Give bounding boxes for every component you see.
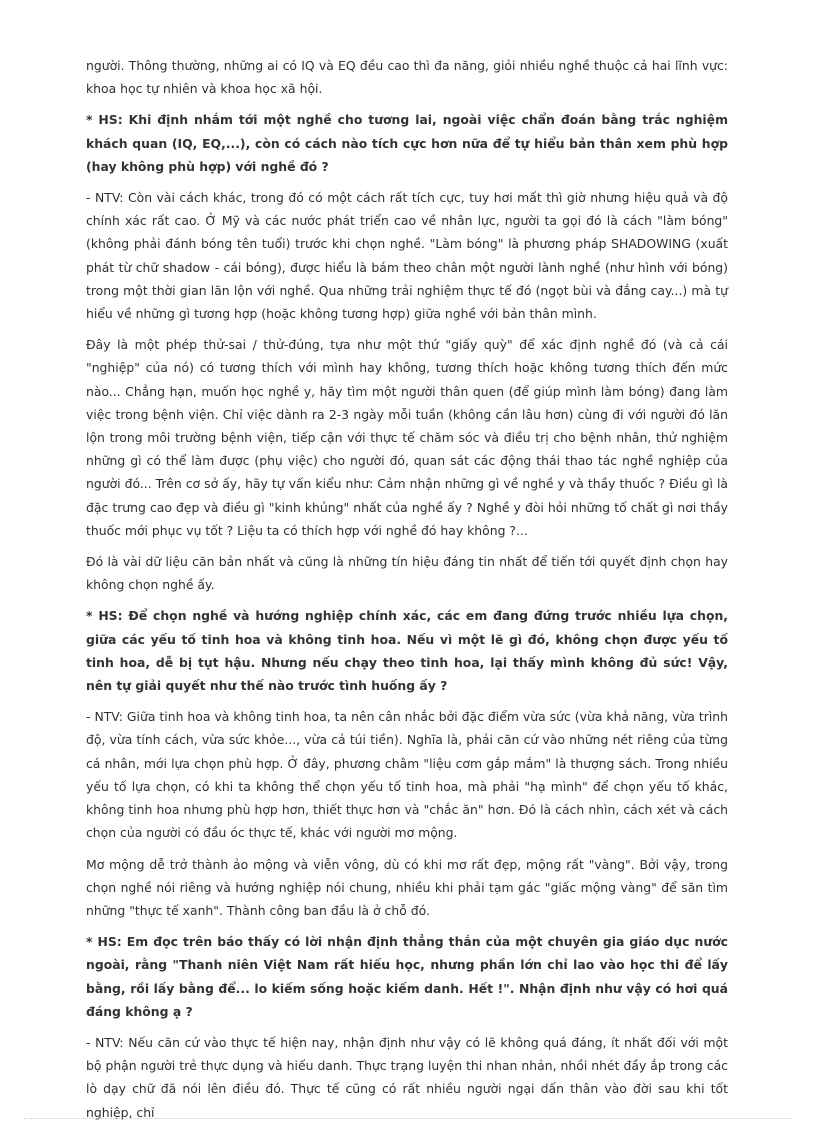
paragraph-1: người. Thông thường, những ai có IQ và EQ đều cao thì đa năng, giỏi nhiều nghề thuộc cả hai lĩnh vực: khoa học tự nhiên và khoa học xã hội. [86, 58, 728, 97]
paragraph-4: Mơ mộng dễ trở thành ảo mộng và viễn vông, dù có khi mơ rất đẹp, mộng rất "vàng". Bởi vậy, trong chọn nghề nói riêng và hướng nghiệp nói chung, nhiều khi phải tạm gác "giấc mộng vàng" để săn tìm những "thực tế xanh". Thành công ban đầu là ở chỗ đó. [86, 856, 728, 918]
question-3: * HS: Em đọc trên báo thấy có lời nhận định thẳng thắn của một chuyên gia giáo dục nước ngoài, rằng "Thanh niên Việt Nam rất hiếu học, nhưng phần lớn chỉ lao vào học thi để lấy bằng, rồi lấy bằng để... lo kiếm sống hoặc kiếm danh. Hết !". Nhận định như vậy có hơi quá đáng không ạ ? [86, 934, 728, 1019]
answer-1: - NTV: Còn vài cách khác, trong đó có một cách rất tích cực, tuy hơi mất thì giờ nhưng hiệu quả và độ chính xác rất cao. Ở Mỹ và các nước phát triển cao về nhân lực, người ta gọi đó là cách "làm bóng" (không phải đánh bóng tên tuổi) trước khi chọn nghề. "Làm bóng" là phương pháp SHADOWING (xuất phát từ chữ shadow - cái bóng), được hiểu là bám theo chân một người lành nghề (như hình với bóng) trong một thời gian lăn lộn với nghề. Qua những trải nghiệm thực tế đó (ngọt bùi và đắng cay...) mà tự hiểu về những gì tương hợp (hoặc không tương hợp) giữa nghề với bản thân mình. [86, 190, 728, 322]
paragraph-2: Đây là một phép thử-sai / thử-đúng, tựa như một thứ "giấy quỳ" để xác định nghề đó (và cả cái "nghiệp" của nó) có tương thích với mình hay không, tương thích hoặc không tương thích đến mức nào... Chẳng hạn, muốn học nghề y, hãy tìm một người thân quen (để giúp mình làm bóng) đang làm việc trong bệnh viện. Chỉ việc dành ra 2-3 ngày mỗi tuần (không cần lâu hơn) cùng đi với người đó lăn lộn trong môi trường bệnh viện, tiếp cận với thực tế chăm sóc và điều trị cho bệnh nhân, thử nghiệm những gì có thể làm được (phụ việc) cho người đó, quan sát các động thái thao tác nghề nghiệp của người đó... Trên cơ sở ấy, hãy tự vấn kiểu như: Cảm nhận những gì về nghề y và thầy thuốc ? Điều gì là đặc trưng cao đẹp và điều gì "kinh khủng" nhất của nghề ấy ? Nghề y đòi hỏi những tố chất gì nơi thầy thuốc mới phục vụ tốt ? Liệu ta có thích hợp với nghề đó hay không ?... [86, 337, 728, 538]
question-1: * HS: Khi định nhắm tới một nghề cho tương lai, ngoài việc chẩn đoán bằng trắc nghiệm khách quan (IQ, EQ,...), còn có cách nào tích cực hơn nữa để tự hiểu bản thân xem phù hợp (hay không phù hợp) với nghề đó ? [86, 112, 728, 174]
question-2: * HS: Để chọn nghề và hướng nghiệp chính xác, các em đang đứng trước nhiều lựa chọn, giữa các yếu tố tinh hoa và không tinh hoa. Nếu vì một lẽ gì đó, không chọn được yếu tố tinh hoa, dễ bị tụt hậu. Nhưng nếu chạy theo tinh hoa, lại thấy mình không đủ sức! Vậy, nên tự giải quyết như thế nào trước tình huống ấy ? [86, 608, 728, 694]
document-body [86, 54, 728, 1132]
answer-3: - NTV: Nếu căn cứ vào thực tế hiện nay, nhận định như vậy có lẽ không quá đáng, ít nhất đối với một bộ phận người trẻ thực dụng và hiếu danh. Thực trạng luyện thi nhan nhản, nhồi nhét đầy ắp trong các lò dạy chữ đã nói lên điều đó. Thực tế cũng có rất nhiều người ngại dấn thân vào đời sau khi tốt nghiệp, chỉ [86, 1034, 728, 1120]
page-bottom-divider [24, 1118, 792, 1119]
answer-2: - NTV: Giữa tinh hoa và không tinh hoa, ta nên cân nhắc bởi đặc điểm vừa sức (vừa khả năng, vừa trình độ, vừa tính cách, vừa sức khỏe..., vừa cả túi tiền). Nghĩa là, phải căn cứ vào những nét riêng của từng cá nhân, mới lựa chọn phù hợp. Ở đây, phương châm "liệu cơm gắp mắm" là thượng sách. Trong nhiều yếu tố lựa chọn, có khi ta không thể chọn yếu tố tinh hoa, mà phải "hạ mình" để chọn yếu tố khác, không tinh hoa nhưng phù hợp hơn, thiết thực hơn và "chắc ăn" hơn. Đó là cách nhìn, cách xét và cách chọn của người có đầu óc thực tế, khác với người mơ mộng. [86, 709, 728, 841]
paragraph-3: Đó là vài dữ liệu căn bản nhất và cũng là những tín hiệu đáng tin nhất để tiến tới quyết định chọn hay không chọn nghề ấy. [86, 554, 728, 593]
